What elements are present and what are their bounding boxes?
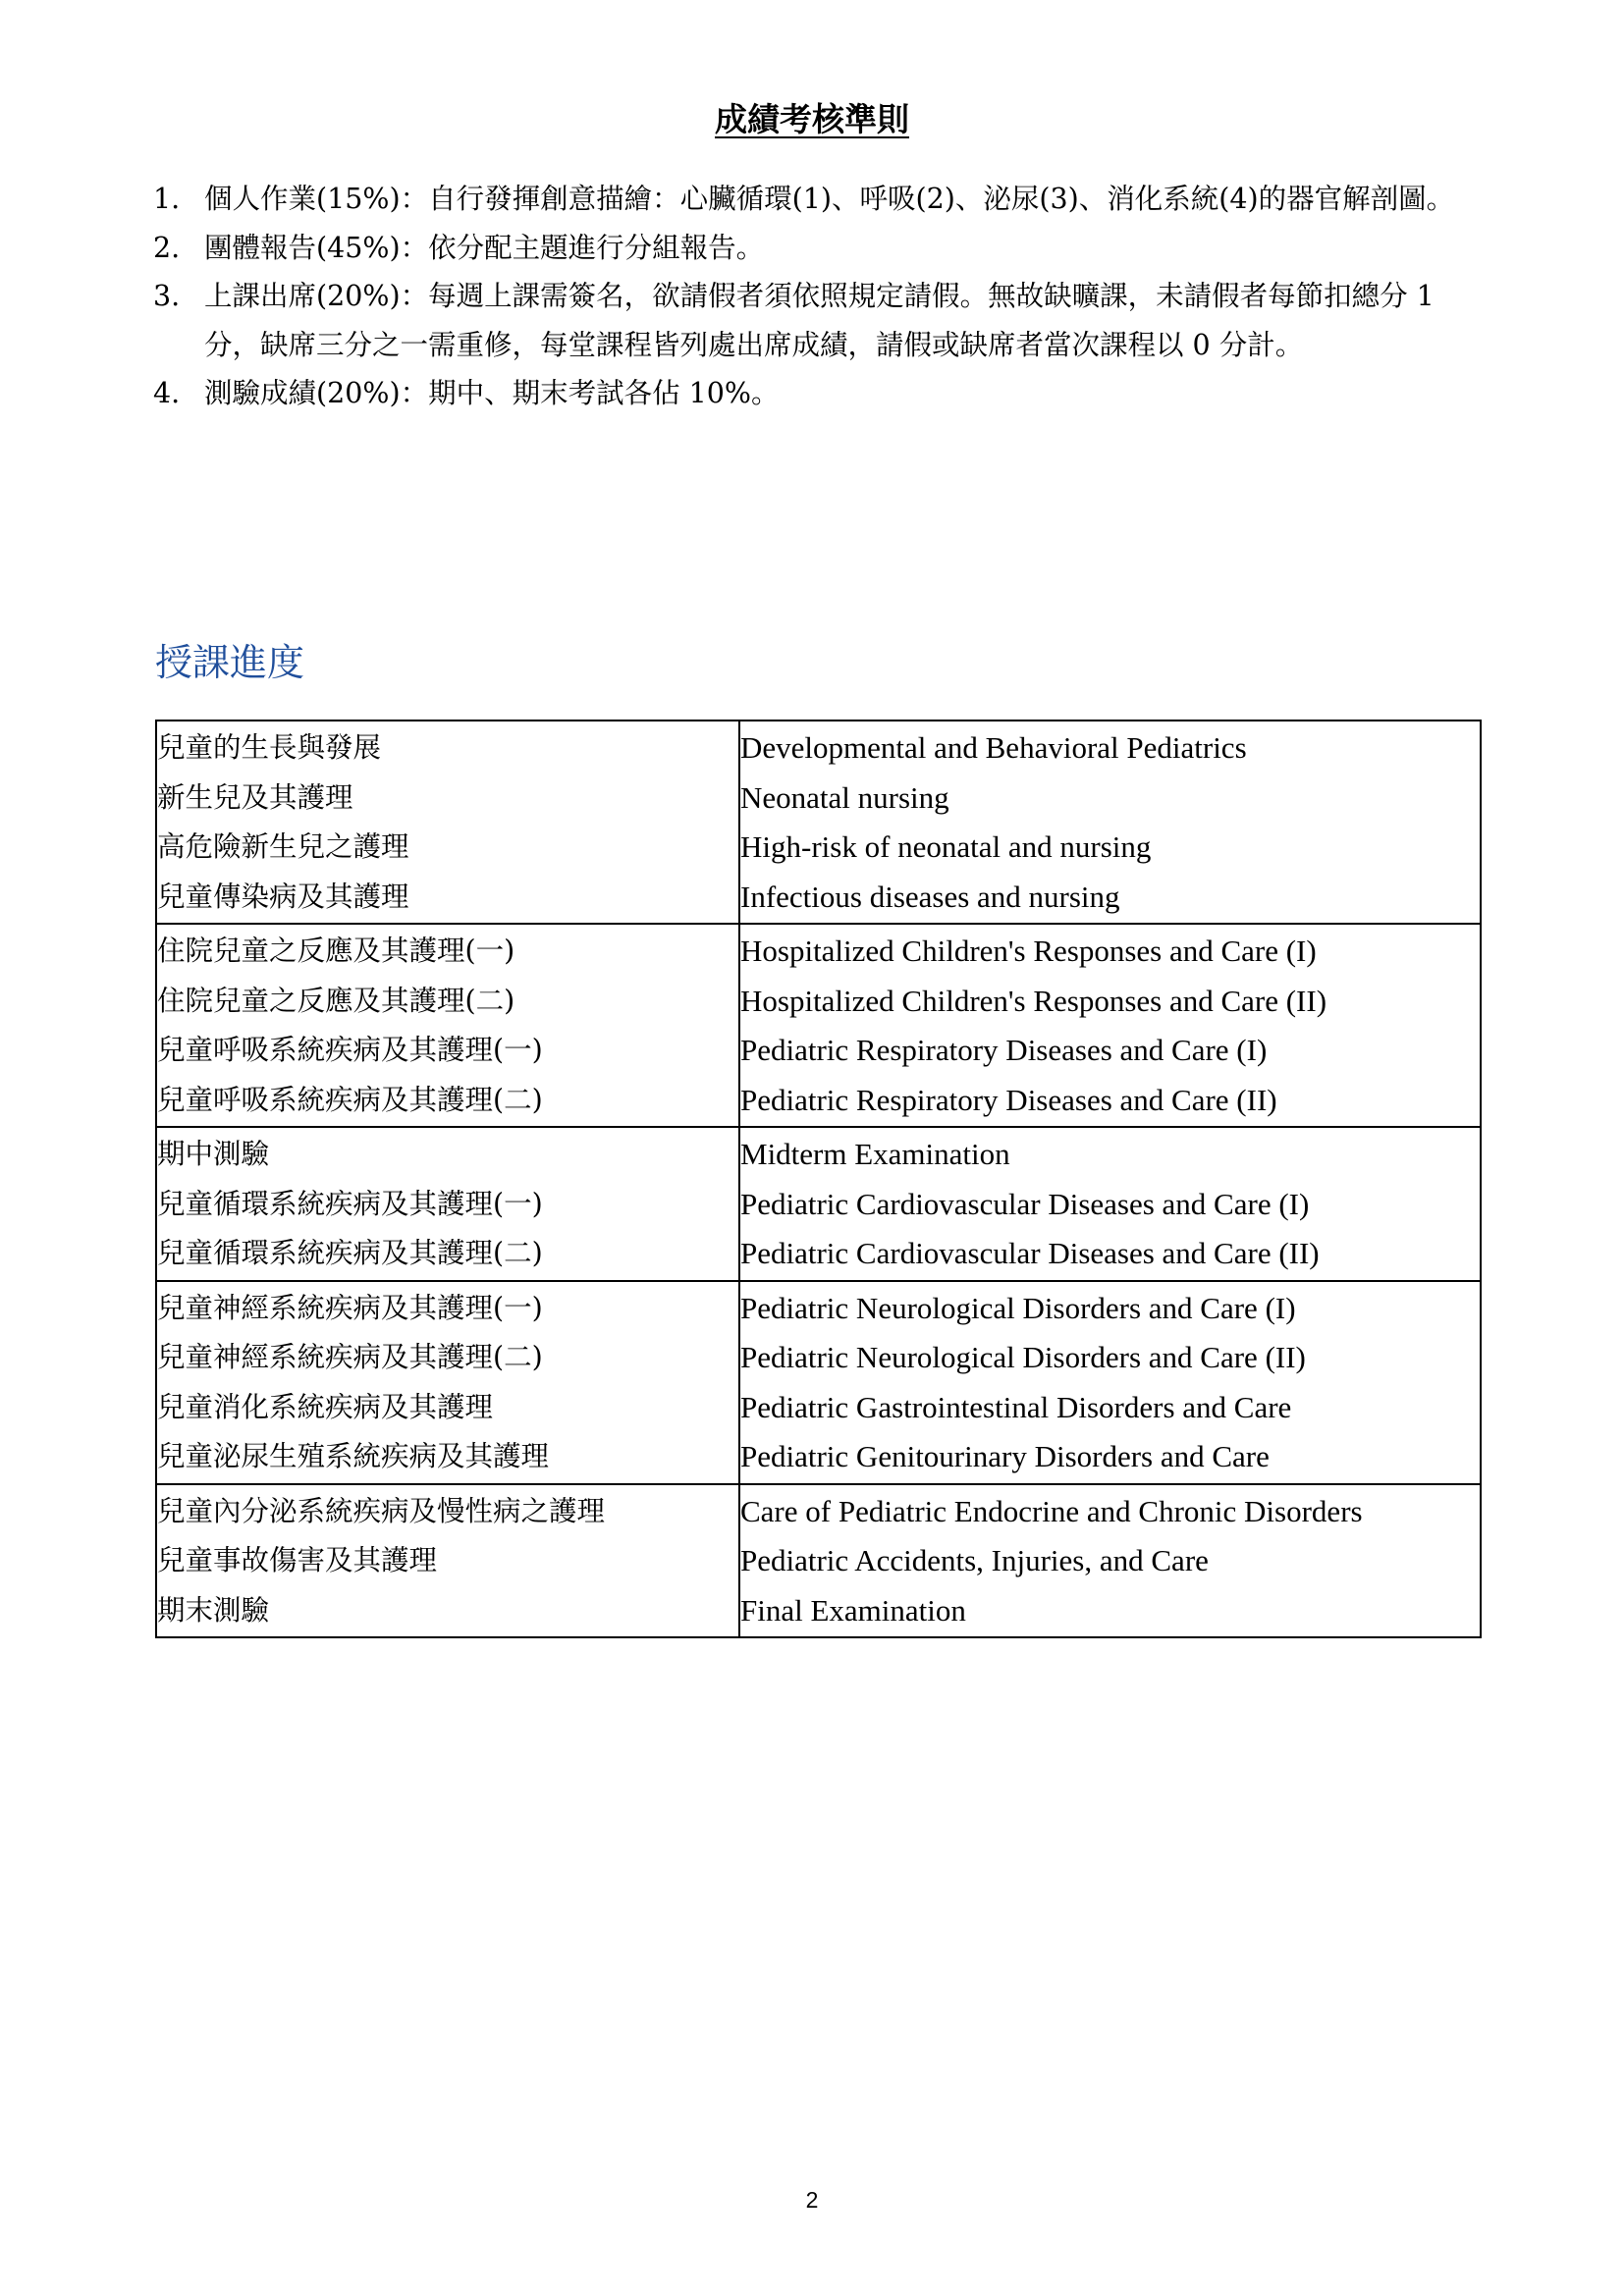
rule-text: 測驗成績(20%)：期中、期末考試各佔 10%。 — [204, 377, 780, 409]
topic-en: Pediatric Neurological Disorders and Care (I) — [739, 1281, 1481, 1334]
topic-en: Pediatric Accidents, Injuries, and Care — [739, 1536, 1481, 1586]
schedule-group — [156, 1281, 1481, 1484]
schedule-group — [156, 721, 1481, 924]
topic-en: Neonatal nursing — [739, 774, 1481, 824]
topic-zh: 兒童傳染病及其護理 — [157, 880, 409, 913]
rule-number: 2. — [153, 231, 181, 264]
table-row — [156, 721, 1481, 774]
table-row — [156, 1229, 1481, 1281]
topic-zh: 住院兒童之反應及其護理(一) — [157, 934, 515, 967]
table-row — [156, 1536, 1481, 1586]
topic-zh: 兒童的生長與發展 — [157, 731, 382, 764]
rule-text: 上課出席(20%)：每週上課需簽名，欲請假者須依照規定請假。無故缺曠課，未請假者每節扣總分 1 分，缺席三分之一需重修，每堂課程皆列處出席成績，請假或缺席者當次課程以 0 分計。 — [204, 280, 1435, 361]
schedule-group — [156, 1127, 1481, 1281]
table-row — [156, 823, 1481, 873]
topic-zh: 兒童神經系統疾病及其護理(一) — [157, 1291, 543, 1324]
topic-en: Pediatric Respiratory Diseases and Care (II) — [739, 1076, 1481, 1128]
schedule-heading: 授課進度 — [155, 641, 305, 684]
schedule-table — [155, 720, 1482, 1638]
topic-en: Pediatric Neurological Disorders and Care (II) — [739, 1333, 1481, 1383]
topic-zh: 兒童內分泌系統疾病及慢性病之護理 — [157, 1494, 606, 1527]
topic-en: High-risk of neonatal and nursing — [739, 823, 1481, 873]
topic-zh: 兒童泌尿生殖系統疾病及其護理 — [157, 1440, 550, 1472]
table-row — [156, 1026, 1481, 1076]
table-row — [156, 1432, 1481, 1484]
table-row — [156, 924, 1481, 977]
topic-en: Infectious diseases and nursing — [739, 873, 1481, 925]
topic-zh: 兒童循環系統疾病及其護理(二) — [157, 1237, 543, 1269]
rule-item — [153, 175, 1479, 224]
rule-number: 1. — [153, 183, 181, 215]
page-number: 2 — [805, 2187, 819, 2213]
table-row — [156, 873, 1481, 925]
topic-zh: 住院兒童之反應及其護理(二) — [157, 984, 515, 1017]
table-row — [156, 1333, 1481, 1383]
topic-en: Final Examination — [739, 1586, 1481, 1638]
topic-en: Hospitalized Children's Responses and Care (I) — [739, 924, 1481, 977]
rule-number: 4. — [153, 377, 181, 409]
topic-zh: 兒童循環系統疾病及其護理(一) — [157, 1187, 543, 1220]
table-row — [156, 774, 1481, 824]
rule-item — [153, 272, 1479, 369]
topic-zh: 兒童呼吸系統疾病及其護理(一) — [157, 1034, 543, 1066]
topic-zh: 期中測驗 — [157, 1138, 270, 1170]
rule-text: 個人作業(15%)：自行發揮創意描繪：心臟循環(1)、呼吸(2)、泌尿(3)、消化系統(4)的器官解剖圖。 — [204, 183, 1455, 215]
topic-en: Care of Pediatric Endocrine and Chronic Disorders — [739, 1484, 1481, 1537]
page-title: 成績考核準則 — [715, 100, 909, 138]
schedule-group — [156, 1484, 1481, 1638]
topic-en: Pediatric Cardiovascular Diseases and Care (II) — [739, 1229, 1481, 1281]
table-row — [156, 1076, 1481, 1128]
table-row — [156, 1281, 1481, 1334]
table-row — [156, 977, 1481, 1027]
rule-item — [153, 224, 1479, 273]
topic-en: Pediatric Gastrointestinal Disorders and Care — [739, 1383, 1481, 1433]
topic-en: Pediatric Cardiovascular Diseases and Care (I) — [739, 1180, 1481, 1230]
topic-en: Hospitalized Children's Responses and Care (II) — [739, 977, 1481, 1027]
grading-rules-list — [153, 175, 1479, 418]
table-row — [156, 1127, 1481, 1180]
topic-zh: 兒童事故傷害及其護理 — [157, 1544, 438, 1576]
topic-zh: 兒童消化系統疾病及其護理 — [157, 1390, 494, 1423]
table-row — [156, 1383, 1481, 1433]
topic-en: Midterm Examination — [739, 1127, 1481, 1180]
topic-en: Developmental and Behavioral Pediatrics — [739, 721, 1481, 774]
table-row — [156, 1180, 1481, 1230]
topic-zh: 高危險新生兒之護理 — [157, 830, 409, 863]
schedule-group — [156, 924, 1481, 1127]
rule-text: 團體報告(45%)：依分配主題進行分組報告。 — [204, 231, 765, 264]
rule-number: 3. — [153, 280, 181, 312]
table-row — [156, 1586, 1481, 1638]
rule-item — [153, 369, 1479, 418]
topic-en: Pediatric Respiratory Diseases and Care (I) — [739, 1026, 1481, 1076]
table-row — [156, 1484, 1481, 1537]
topic-zh: 兒童呼吸系統疾病及其護理(二) — [157, 1083, 543, 1116]
topic-zh: 兒童神經系統疾病及其護理(二) — [157, 1341, 543, 1373]
topic-zh: 期末測驗 — [157, 1593, 270, 1627]
topic-en: Pediatric Genitourinary Disorders and Care — [739, 1432, 1481, 1484]
topic-zh: 新生兒及其護理 — [157, 780, 353, 814]
